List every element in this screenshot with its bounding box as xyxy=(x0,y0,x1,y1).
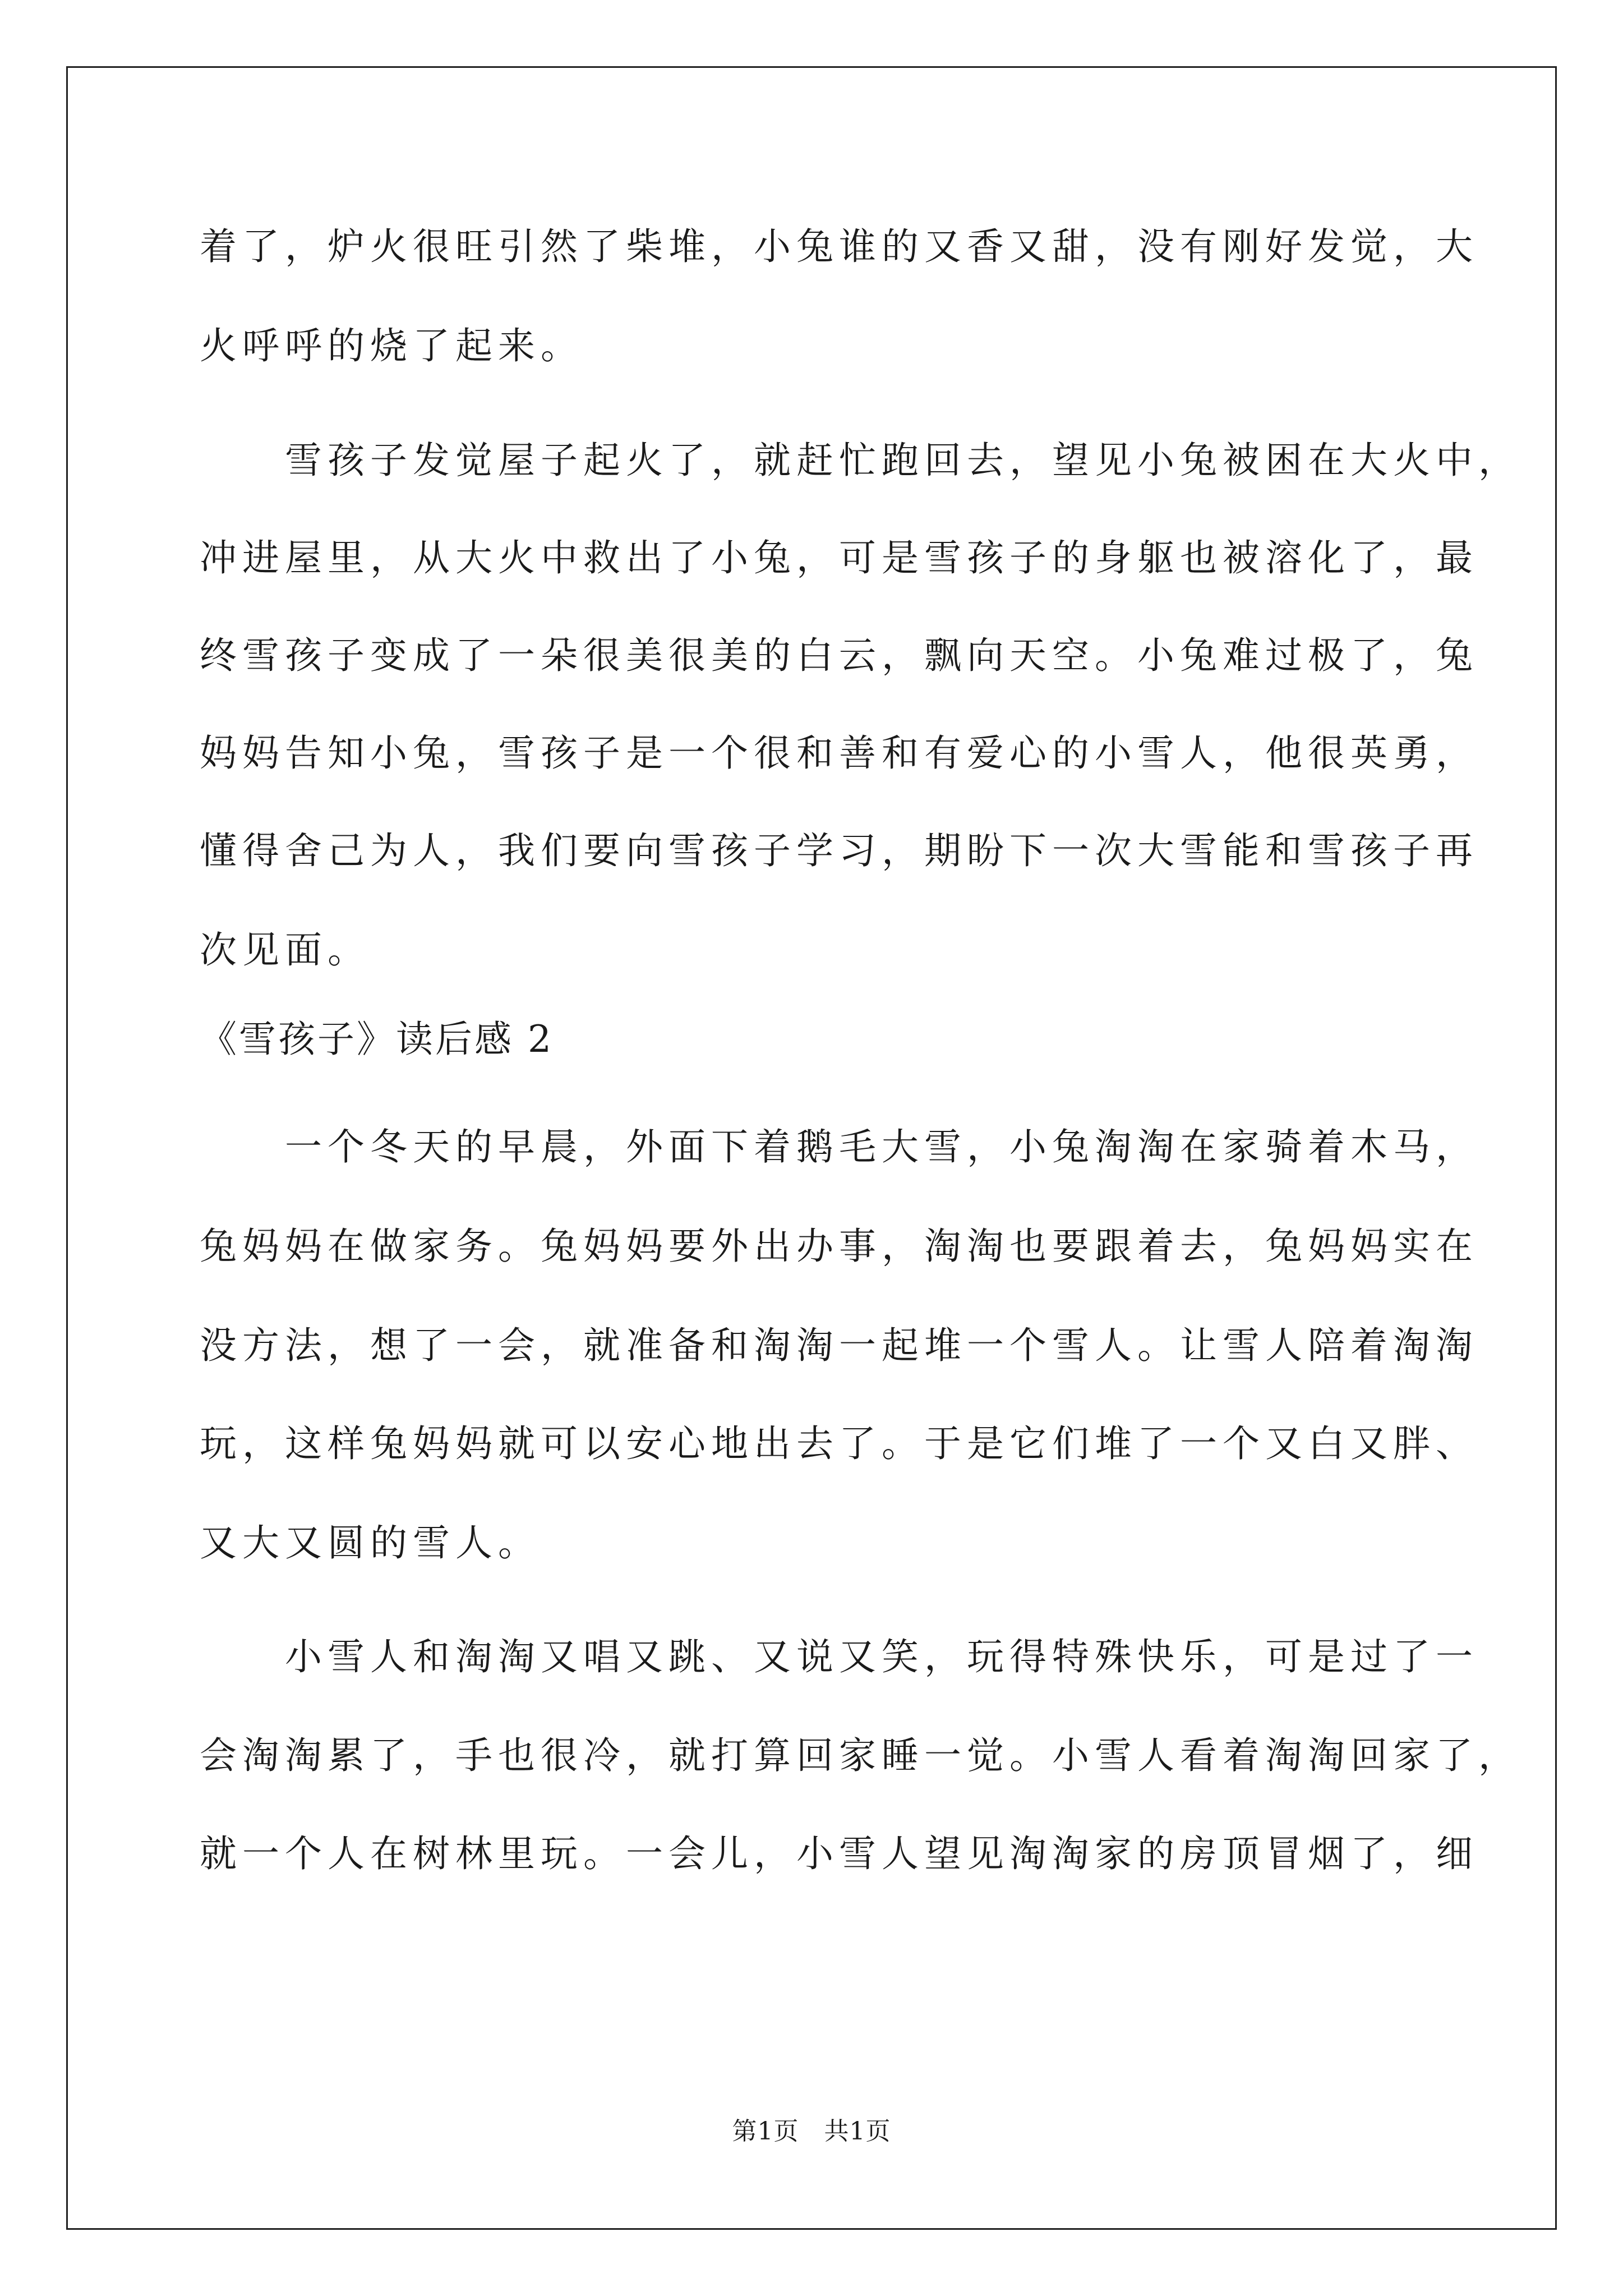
paragraph-2-line-2: 冲进屋里，从大火中救出了小兔，可是雪孩子的身躯也被溶化了，最 xyxy=(200,536,1478,579)
page-number-footer: 第1页 共1页 xyxy=(732,2117,891,2146)
paragraph-3-line-4: 玩，这样兔妈妈就可以安心地出去了。于是它们堆了一个又白又胖、 xyxy=(200,1422,1478,1465)
paragraph-3-line-5: 又大又圆的雪人。 xyxy=(200,1521,541,1565)
paragraph-2-line-6: 次见面。 xyxy=(200,928,370,972)
paragraph-3-line-2: 兔妈妈在做家务。兔妈妈要外出办事，淘淘也要跟着去，兔妈妈实在 xyxy=(200,1225,1478,1268)
paragraph-4-line-1: 小雪人和淘淘又唱又跳、又说又笑，玩得特殊快乐，可是过了一 xyxy=(200,1635,1478,1678)
text-line-2: 火呼呼的烧了起来。 xyxy=(200,324,583,367)
paragraph-2-line-3: 终雪孩子变成了一朵很美很美的白云，飘向天空。小兔难过极了，兔 xyxy=(200,634,1478,677)
paragraph-4-line-2: 会淘淘累了，手也很冷，就打算回家睡一觉。小雪人看着淘淘回家了， xyxy=(200,1734,1521,1777)
paragraph-3-line-3: 没方法，想了一会，就准备和淘淘一起堆一个雪人。让雪人陪着淘淘 xyxy=(200,1324,1478,1367)
paragraph-2-line-5: 懂得舍己为人，我们要向雪孩子学习，期盼下一次大雪能和雪孩子再 xyxy=(200,829,1478,872)
paragraph-2-line-1: 雪孩子发觉屋子起火了，就赶忙跑回去，望见小兔被困在大火中， xyxy=(200,439,1521,482)
text-line-1: 着了，炉火很旺引然了柴堆，小兔谁的又香又甜，没有刚好发觉，大 xyxy=(200,225,1478,268)
section-heading: 《雪孩子》读后感 2 xyxy=(200,1018,554,1061)
paragraph-4-line-3: 就一个人在树林里玩。一会儿，小雪人望见淘淘家的房顶冒烟了，细 xyxy=(200,1832,1478,1875)
paragraph-2-line-4: 妈妈告知小兔，雪孩子是一个很和善和有爱心的小雪人，他很英勇， xyxy=(200,731,1478,775)
paragraph-3-line-1: 一个冬天的早晨，外面下着鹅毛大雪，小兔淘淘在家骑着木马， xyxy=(200,1125,1478,1168)
